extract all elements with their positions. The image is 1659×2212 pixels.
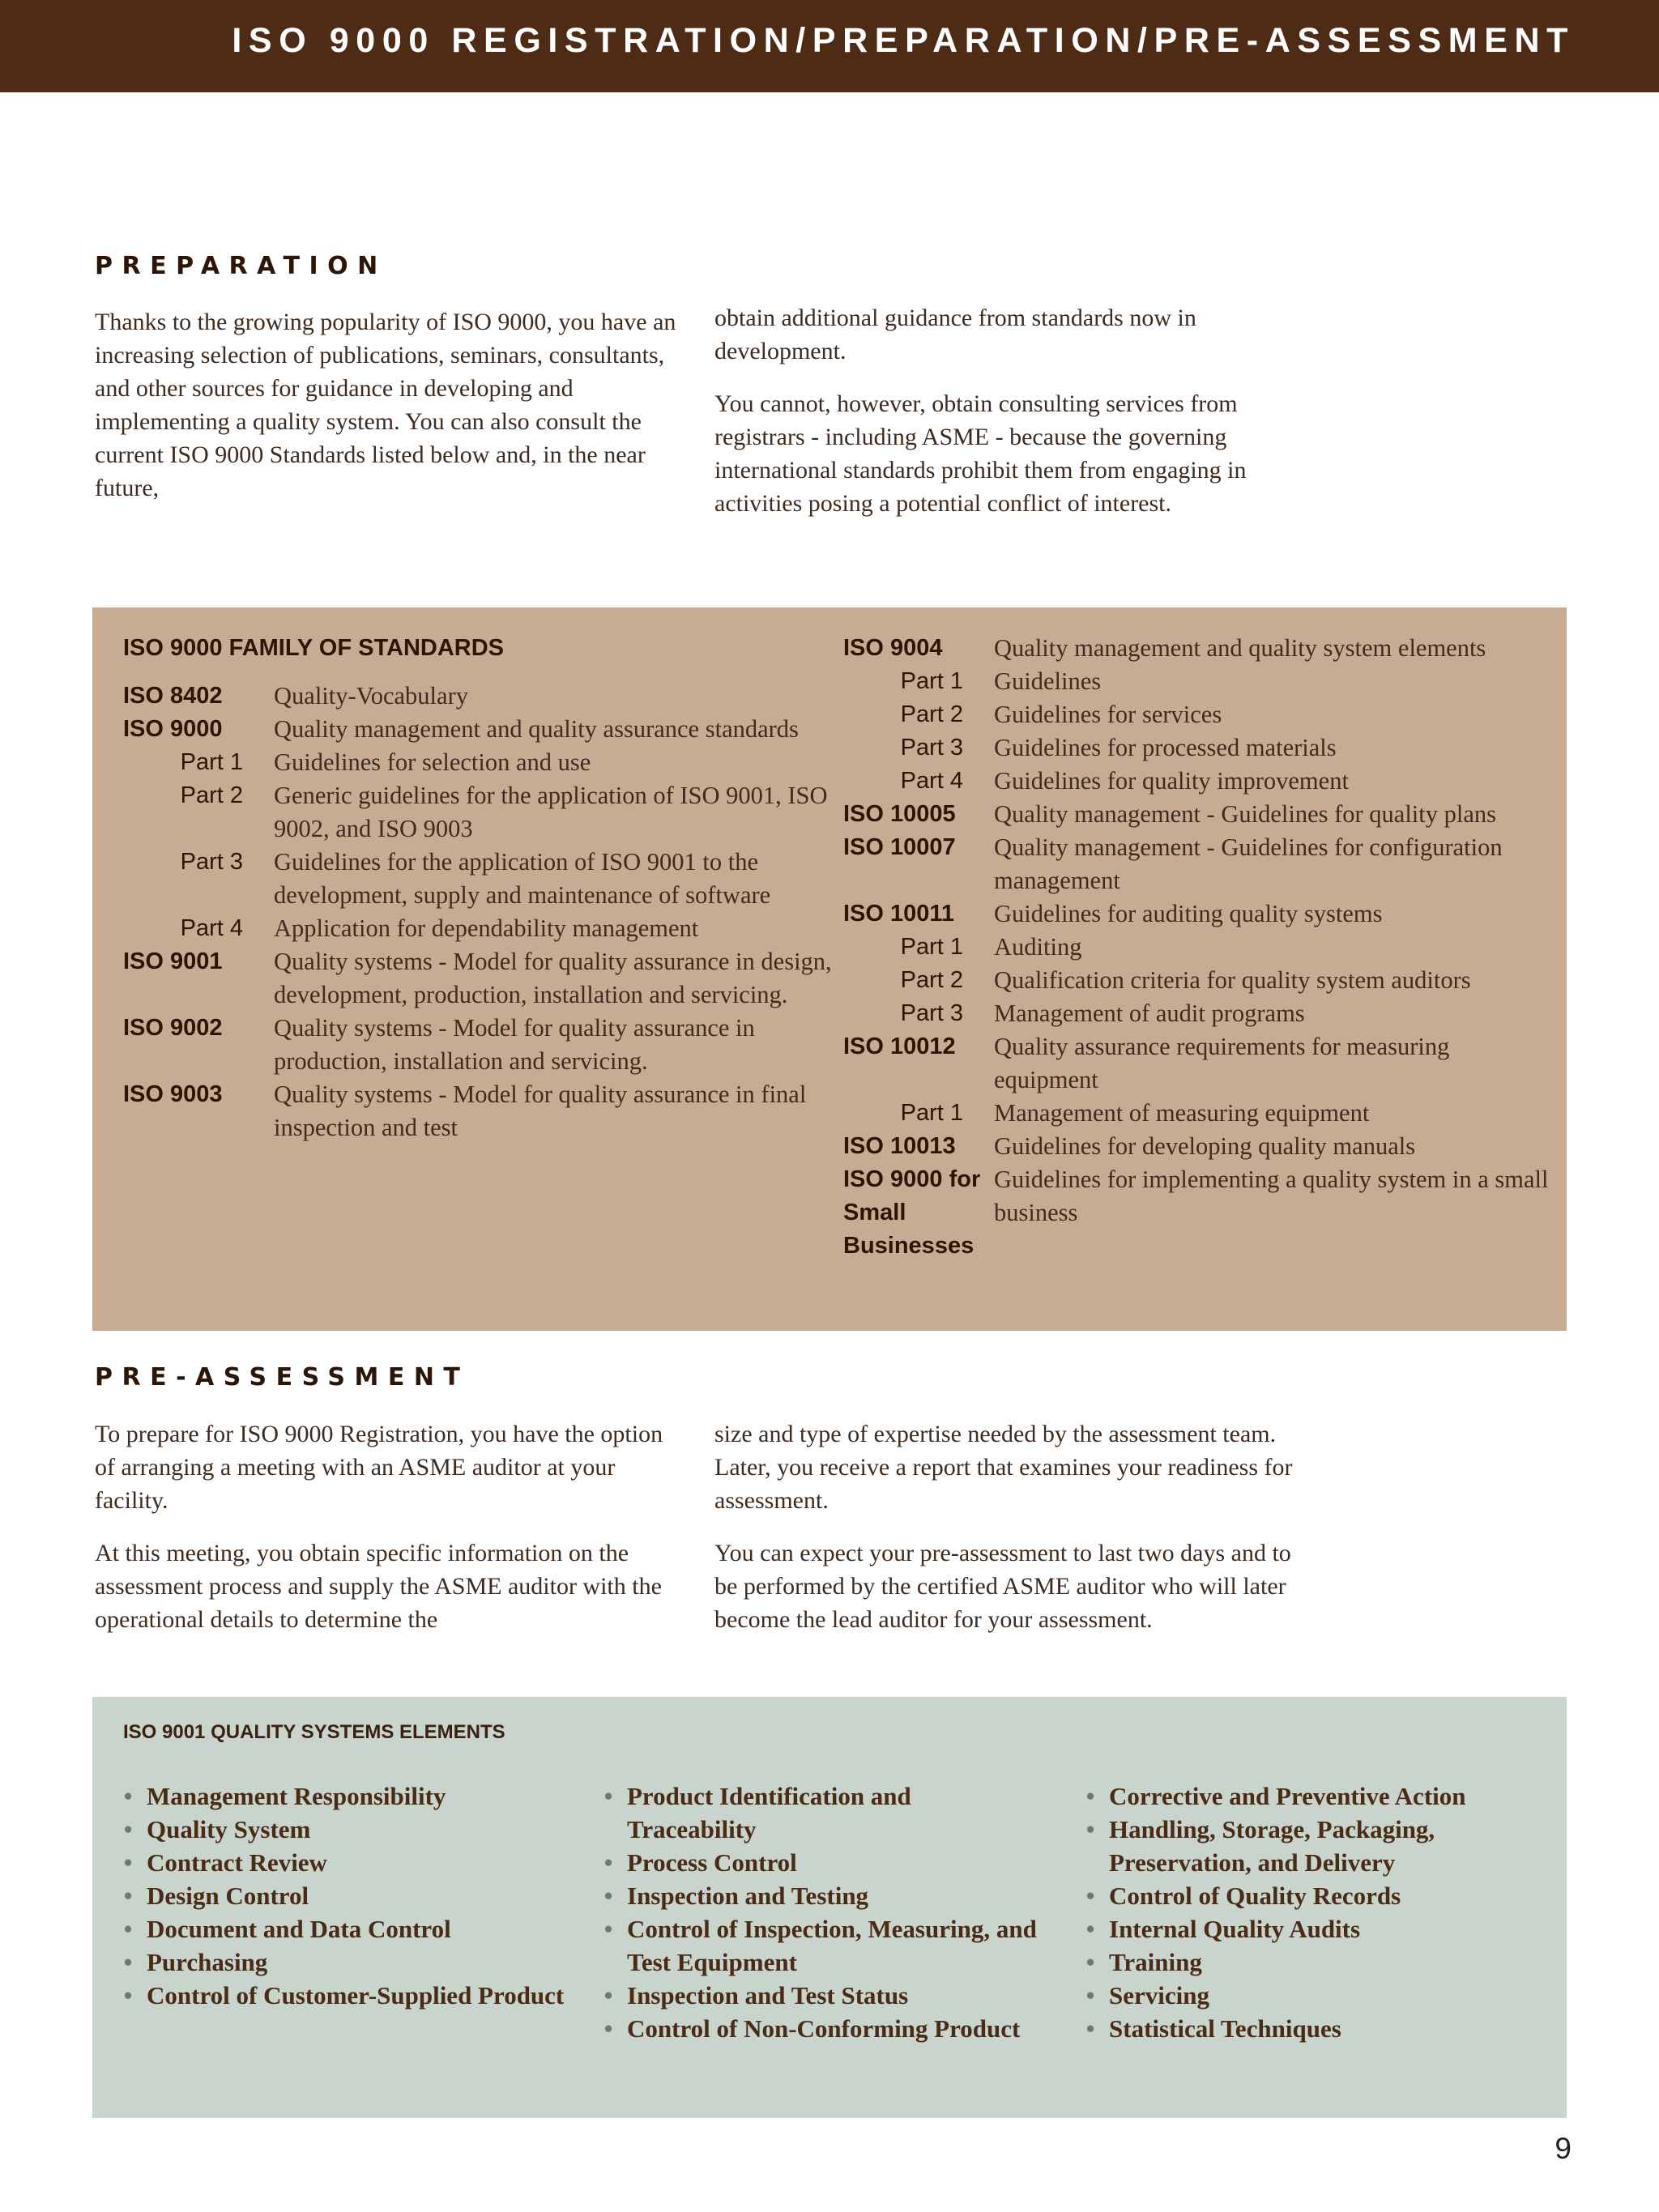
- quality-element-label: Corrective and Preventive Action: [1109, 1782, 1466, 1810]
- standard-code: ISO 8402: [123, 683, 223, 709]
- standard-entry: [843, 698, 1556, 731]
- quality-element-item: [1082, 1813, 1536, 1879]
- standard-description: Guidelines for processed materials: [994, 734, 1337, 761]
- header-title: ISO 9000 REGISTRATION/PREPARATION/PRE-ASSESSMENT: [232, 21, 1575, 60]
- quality-element-label: Training: [1109, 1948, 1202, 1976]
- bullet-icon: •: [123, 1948, 133, 1976]
- paragraph: Thanks to the growing popularity of ISO 9000, you have an increasing selection of publications, seminars, consultants, and other sources for guidance in developing and implementing a quality system. You can also consult the current ISO 9000 Standards listed below and, in the near future,: [95, 309, 676, 501]
- bullet-icon: •: [603, 1782, 613, 1810]
- quality-elements-column-3: [1082, 1779, 1536, 2045]
- bullet-icon: •: [123, 1782, 133, 1810]
- standard-entry: [123, 680, 836, 713]
- quality-elements-column-1: [120, 1779, 565, 2012]
- standard-entry: [123, 1012, 836, 1078]
- standard-entry: [123, 1078, 836, 1144]
- standard-entry: [123, 779, 836, 846]
- standard-code: ISO 10012: [843, 1034, 956, 1059]
- standard-code: ISO 9004: [843, 635, 943, 661]
- pre-assessment-right-column: [714, 1417, 1298, 1656]
- standard-description: Guidelines for services: [994, 701, 1222, 728]
- quality-element-label: Control of Inspection, Measuring, and Test Equipment: [627, 1915, 1037, 1976]
- quality-elements-column-2: [600, 1779, 1046, 2045]
- quality-element-label: Document and Data Control: [147, 1915, 451, 1943]
- standard-entry: [843, 931, 1556, 964]
- standard-code: Part 3: [900, 1000, 963, 1026]
- standard-entry: [843, 632, 1556, 665]
- bullet-icon: •: [1085, 2014, 1095, 2043]
- quality-element-label: Control of Quality Records: [1109, 1882, 1401, 1910]
- standard-code: Part 3: [180, 849, 243, 875]
- bullet-icon: •: [603, 1882, 613, 1910]
- quality-element-item: [1082, 1912, 1536, 1946]
- bullet-icon: •: [1085, 1981, 1095, 2010]
- quality-element-label: Inspection and Testing: [627, 1882, 869, 1910]
- quality-element-item: [1082, 1879, 1536, 1912]
- standard-description: Guidelines for the application of ISO 9001 to the development, supply and maintenance of software: [274, 848, 771, 909]
- standard-description: Management of audit programs: [994, 999, 1305, 1027]
- bullet-icon: •: [603, 2014, 613, 2043]
- bullet-icon: •: [1085, 1815, 1095, 1843]
- quality-element-item: [1082, 2012, 1536, 2045]
- standard-description: Quality assurance requirements for measuring equipment: [994, 1033, 1450, 1093]
- standard-code: Part 4: [900, 768, 963, 794]
- quality-element-item: [600, 1979, 1046, 2012]
- standard-description: Quality systems - Model for quality assurance in final inspection and test: [274, 1080, 807, 1141]
- quality-element-label: Control of Customer-Supplied Product: [147, 1981, 565, 2010]
- standard-description: Application for dependability management: [274, 914, 699, 942]
- quality-element-item: [120, 1846, 565, 1879]
- quality-element-item: [120, 1879, 565, 1912]
- header-band: [0, 0, 1659, 92]
- bullet-icon: •: [123, 1882, 133, 1910]
- page-number: 9: [1555, 2132, 1572, 2165]
- quality-elements-heading: ISO 9001 QUALITY SYSTEMS ELEMENTS: [123, 1721, 505, 1743]
- standard-code: ISO 10013: [843, 1133, 956, 1159]
- standard-code: ISO 9000 for Small Businesses: [843, 1166, 981, 1259]
- quality-element-label: Design Control: [147, 1882, 309, 1910]
- standard-description: Quality-Vocabulary: [274, 682, 468, 710]
- quality-element-item: [600, 1846, 1046, 1879]
- standard-entry: [843, 731, 1556, 765]
- standard-description: Management of measuring equipment: [994, 1099, 1370, 1127]
- standard-description: Generic guidelines for the application of ISO 9001, ISO 9002, and ISO 9003: [274, 782, 828, 842]
- standard-entry: [843, 1130, 1556, 1163]
- standards-right-column: [843, 632, 1556, 1263]
- paragraph: obtain additional guidance from standards now in development.: [714, 305, 1196, 364]
- paragraph: At this meeting, you obtain specific information on the assessment process and supply the ASME auditor with the operational details to determine the: [95, 1540, 662, 1633]
- quality-element-item: [600, 1912, 1046, 1979]
- bullet-icon: •: [603, 1981, 613, 2010]
- preparation-heading: PREPARATION: [95, 252, 387, 280]
- standard-description: Quality systems - Model for quality assurance in production, installation and servicing.: [274, 1014, 755, 1075]
- standard-code: Part 1: [180, 749, 243, 775]
- standard-entry: [843, 997, 1556, 1030]
- standard-entry: [843, 765, 1556, 798]
- standard-entry: [123, 746, 836, 779]
- standard-entry: [123, 945, 836, 1012]
- quality-element-label: Internal Quality Audits: [1109, 1915, 1361, 1943]
- standard-entry: [123, 846, 836, 912]
- standard-code: ISO 10005: [843, 801, 956, 827]
- quality-element-item: [120, 1946, 565, 1979]
- paragraph: You cannot, however, obtain consulting services from registrars - including ASME - because the governing international standards prohibit them from engaging in activities posing a potential conflict of interest.: [714, 390, 1247, 517]
- paragraph: size and type of expertise needed by the assessment team. Later, you receive a report that examines your readiness for assessment.: [714, 1421, 1293, 1514]
- standards-box: [92, 607, 1567, 1331]
- paragraph: You can expect your pre-assessment to last two days and to be performed by the certified ASME auditor who will later become the lead auditor for your assessment.: [714, 1540, 1291, 1633]
- standard-description: Guidelines for selection and use: [274, 748, 591, 776]
- standard-code: ISO 9002: [123, 1015, 223, 1041]
- standard-code: Part 2: [180, 782, 243, 808]
- bullet-icon: •: [1085, 1882, 1095, 1910]
- standards-left-column: [123, 632, 836, 1144]
- quality-element-label: Handling, Storage, Packaging, Preservation, and Delivery: [1109, 1815, 1435, 1877]
- bullet-icon: •: [603, 1915, 613, 1943]
- bullet-icon: •: [1085, 1948, 1095, 1976]
- standard-code: Part 4: [180, 915, 243, 941]
- pre-assessment-left-column: [95, 1417, 678, 1656]
- quality-element-item: [120, 1979, 565, 2012]
- quality-element-item: [120, 1912, 565, 1946]
- standard-code: Part 1: [900, 1100, 963, 1126]
- quality-element-item: [1082, 1946, 1536, 1979]
- quality-element-label: Contract Review: [147, 1848, 327, 1877]
- standard-code: Part 2: [900, 967, 963, 993]
- quality-element-item: [600, 2012, 1046, 2045]
- standard-entry: [843, 1030, 1556, 1097]
- quality-element-item: [120, 1779, 565, 1813]
- standard-description: Quality systems - Model for quality assurance in design, development, production, installation and servicing.: [274, 948, 832, 1008]
- standard-entry: [843, 1163, 1556, 1263]
- standard-code: Part 3: [900, 735, 963, 761]
- standard-entry: [843, 897, 1556, 931]
- standard-entry: [843, 665, 1556, 698]
- paragraph: To prepare for ISO 9000 Registration, you have the option of arranging a meeting with an ASME auditor at your facility.: [95, 1421, 663, 1514]
- quality-elements-box: [92, 1697, 1567, 2118]
- quality-element-label: Product Identification and Traceability: [627, 1782, 911, 1843]
- quality-element-label: Statistical Techniques: [1109, 2014, 1341, 2043]
- bullet-icon: •: [123, 1915, 133, 1943]
- quality-element-label: Servicing: [1109, 1981, 1209, 2010]
- standard-entry: [843, 831, 1556, 897]
- preparation-right-column: [714, 301, 1298, 539]
- bullet-icon: •: [123, 1981, 133, 2010]
- standard-entry: [843, 964, 1556, 997]
- bullet-icon: •: [1085, 1782, 1095, 1810]
- quality-element-label: Purchasing: [147, 1948, 268, 1976]
- standard-description: Guidelines: [994, 667, 1102, 695]
- quality-element-item: [600, 1779, 1046, 1846]
- standard-description: Quality management and quality system elements: [994, 634, 1486, 662]
- quality-element-label: Quality System: [147, 1815, 311, 1843]
- bullet-icon: •: [603, 1848, 613, 1877]
- bullet-icon: •: [1085, 1915, 1095, 1943]
- standard-code: ISO 10007: [843, 834, 956, 860]
- quality-element-item: [600, 1879, 1046, 1912]
- pre-assessment-heading: PRE-ASSESSMENT: [95, 1363, 470, 1392]
- standard-code: Part 1: [900, 668, 963, 694]
- standard-description: Guidelines for quality improvement: [994, 767, 1349, 795]
- standard-description: Quality management - Guidelines for configuration management: [994, 833, 1503, 894]
- standard-entry: [843, 1097, 1556, 1130]
- standard-description: Guidelines for developing quality manuals: [994, 1132, 1416, 1160]
- quality-element-label: Process Control: [627, 1848, 797, 1877]
- quality-element-item: [1082, 1979, 1536, 2012]
- standard-code: ISO 9001: [123, 948, 223, 974]
- standard-code: Part 1: [900, 934, 963, 960]
- standard-code: ISO 9000: [123, 716, 223, 742]
- quality-element-label: Management Responsibility: [147, 1782, 446, 1810]
- standard-code: ISO 10011: [843, 901, 955, 927]
- standards-heading: ISO 9000 FAMILY OF STANDARDS: [123, 635, 505, 661]
- standard-description: Qualification criteria for quality system auditors: [994, 966, 1471, 994]
- bullet-icon: •: [123, 1848, 133, 1877]
- preparation-left-column: [95, 305, 678, 524]
- bullet-icon: •: [123, 1815, 133, 1843]
- standard-description: Quality management and quality assurance standards: [274, 715, 799, 743]
- standard-description: Guidelines for implementing a quality system in a small business: [994, 1166, 1549, 1226]
- standard-description: Auditing: [994, 933, 1082, 961]
- quality-element-label: Inspection and Test Status: [627, 1981, 909, 2010]
- standard-entry: [123, 912, 836, 945]
- quality-element-label: Control of Non-Conforming Product: [627, 2014, 1021, 2043]
- standard-description: Guidelines for auditing quality systems: [994, 900, 1383, 927]
- standard-code: ISO 9003: [123, 1081, 223, 1107]
- standard-description: Quality management - Guidelines for quality plans: [994, 800, 1497, 828]
- quality-element-item: [120, 1813, 565, 1846]
- standard-entry: [843, 798, 1556, 831]
- quality-element-item: [1082, 1779, 1536, 1813]
- standard-code: Part 2: [900, 701, 963, 727]
- standard-entry: [123, 713, 836, 746]
